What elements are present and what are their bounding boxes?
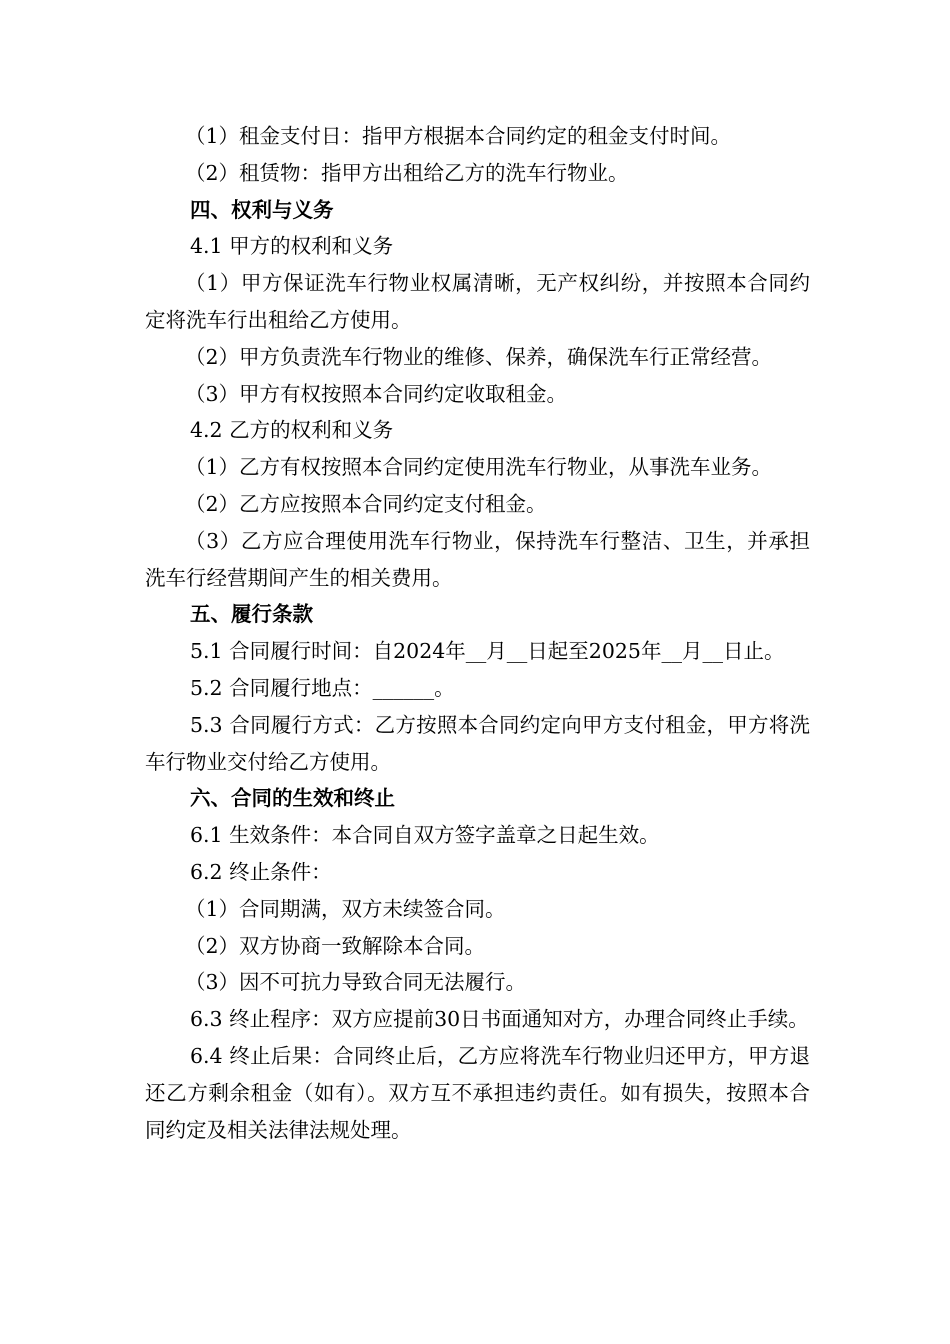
clause-5-3: 5.3 合同履行方式：乙方按照本合同约定向甲方支付租金，甲方将洗车行物业交付给乙方使用。 (145, 712, 810, 774)
definition-rent-payment-date: （1）租金支付日：指甲方根据本合同约定的租金支付时间。 (185, 124, 732, 148)
clause-6-1: 6.1 生效条件：本合同自双方签字盖章之日起生效。 (190, 823, 660, 848)
section-heading-rights-obligations: 四、权利与义务 (190, 197, 334, 222)
clause-6-2-item-1: （1）合同期满，双方未续签合同。 (185, 896, 506, 921)
document-body (145, 118, 810, 1148)
clause-4-2-item-3: （3）乙方应合理使用洗车行物业，保持洗车行整洁、卫生，并承担洗车行经营期间产生的相关费用。 (145, 528, 810, 590)
clause-6-4: 6.4 终止后果：合同终止后，乙方应将洗车行物业归还甲方，甲方退还乙方剩余租金（如有）。双方互不承担违约责任。如有损失，按照本合同约定及相关法律法规处理。 (145, 1043, 810, 1142)
clause-6-3: 6.3 终止程序：双方应提前30日书面通知对方，办理合同终止手续。 (190, 1007, 809, 1032)
clause-5-2: 5.2 合同履行地点：______。 (190, 675, 455, 700)
clause-4-1-item-2: （2）甲方负责洗车行物业的维修、保养，确保洗车行正常经营。 (185, 344, 773, 369)
clause-4-1: 4.1 甲方的权利和义务 (190, 234, 394, 259)
clause-4-1-item-1: （1）甲方保证洗车行物业权属清晰，无产权纠纷，并按照本合同约定将洗车行出租给乙方使用。 (145, 271, 810, 332)
clause-4-2-item-1: （1）乙方有权按照本合同约定使用洗车行物业，从事洗车业务。 (185, 455, 773, 480)
clause-4-2: 4.2 乙方的权利和义务 (190, 418, 394, 443)
definition-leased-property: （2）租赁物：指甲方出租给乙方的洗车行物业。 (185, 160, 629, 185)
clause-6-2: 6.2 终止条件： (190, 859, 332, 884)
clause-6-2-item-2: （2）双方协商一致解除本合同。 (185, 933, 486, 958)
clause-5-1: 5.1 合同履行时间：自2024年__月__日起至2025年__月__日止。 (190, 639, 785, 664)
clause-4-1-item-3: （3）甲方有权按照本合同约定收取租金。 (185, 381, 568, 406)
section-heading-performance: 五、履行条款 (190, 602, 313, 627)
clause-6-2-item-3: （3）因不可抗力导致合同无法履行。 (185, 970, 527, 995)
section-heading-effect-termination: 六、合同的生效和终止 (190, 786, 395, 811)
clause-4-2-item-2: （2）乙方应按照本合同约定支付租金。 (185, 491, 547, 516)
